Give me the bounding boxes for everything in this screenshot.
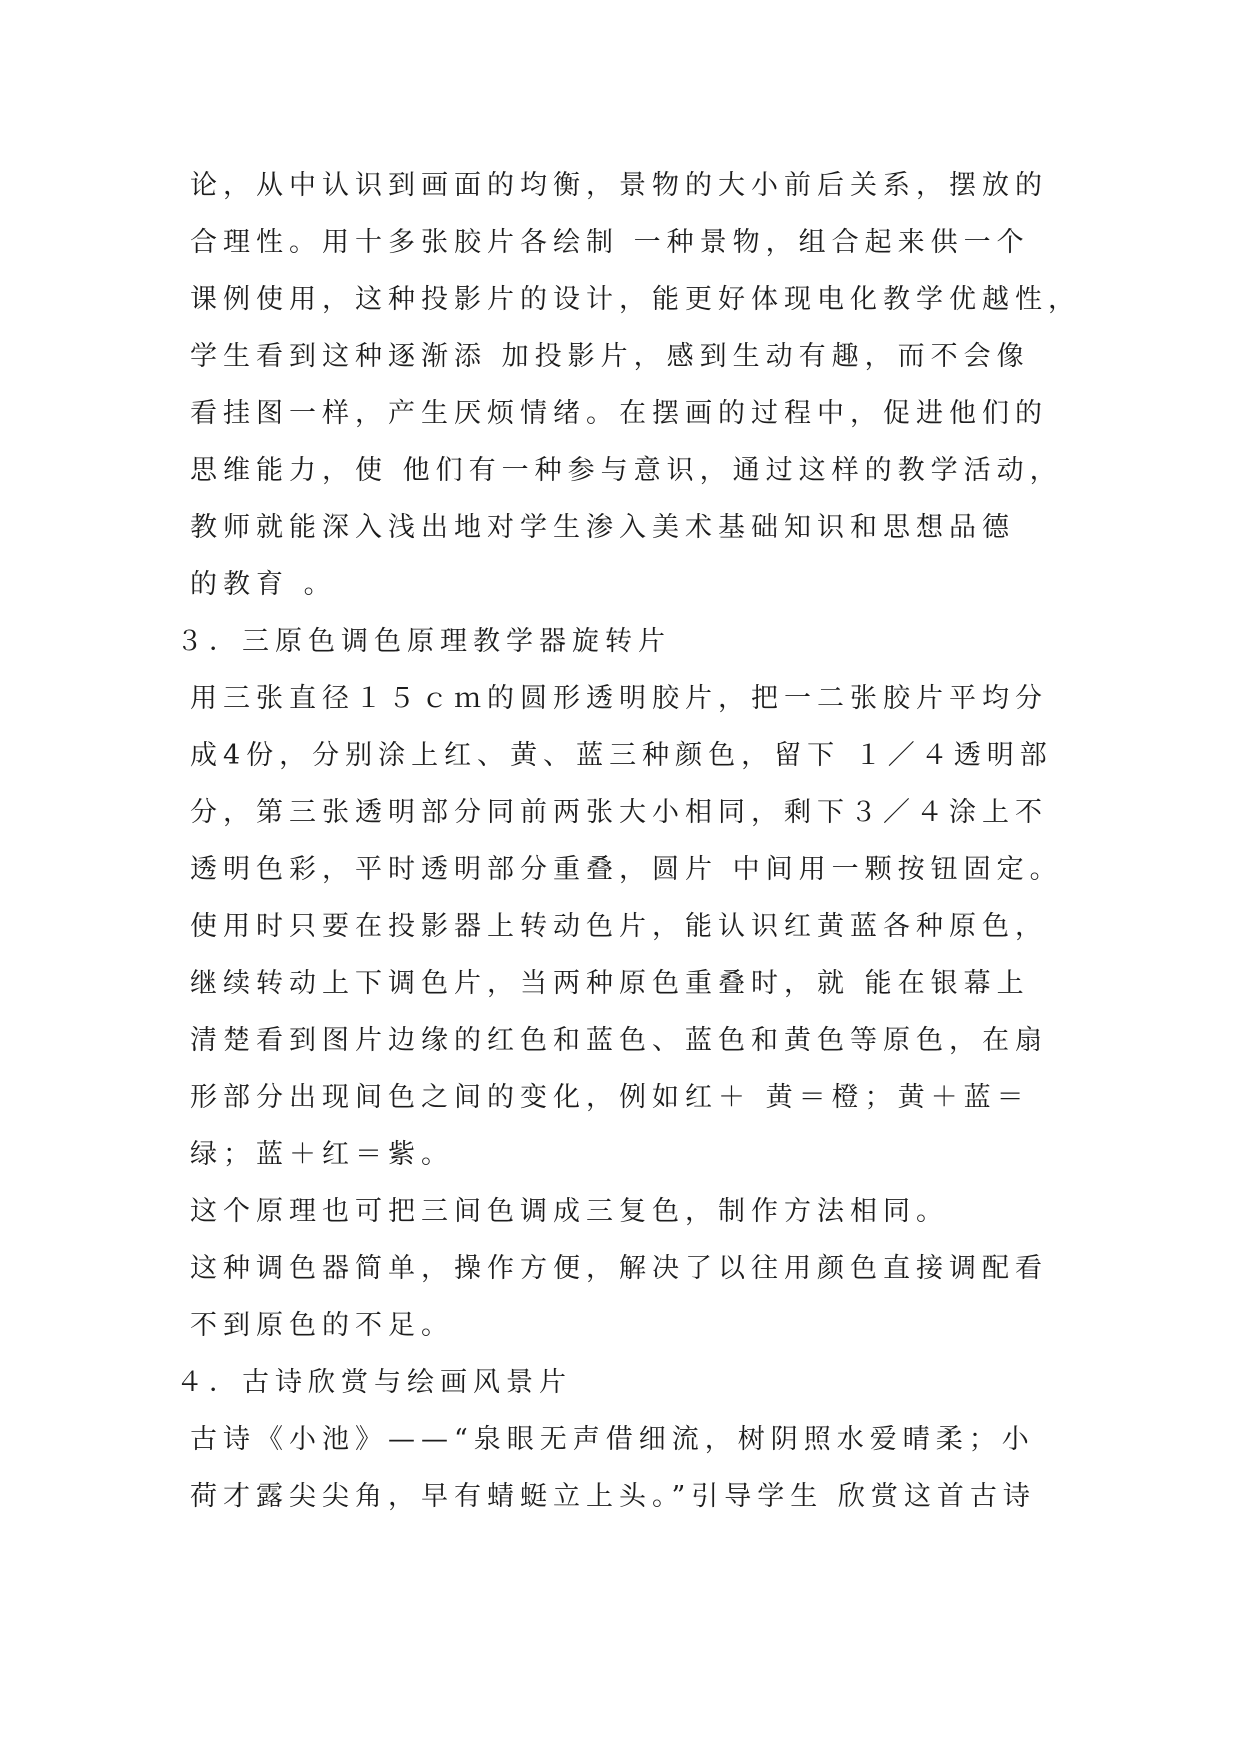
- body-text: [176, 157, 1090, 1525]
- text-line: 课例使用，这种投影片的设计，能更好体现电化教学优越性，: [190, 284, 1081, 315]
- text-line: 透明色彩，平时透明部分重叠，圆片 中间用一颗按钮固定。: [190, 854, 1063, 885]
- section-heading: ４．古诗欣赏与绘画风景片: [176, 1367, 572, 1398]
- text-line: 的教育 。: [190, 569, 337, 600]
- text-line: 成4份，分别涂上红、黄、蓝三种颜色，留下 １／４透明部: [190, 740, 1053, 771]
- text-line: 不到原色的不足。: [190, 1310, 454, 1341]
- text-line: 用三张直径１５ｃｍ的圆形透明胶片，把一二张胶片平均分: [190, 683, 1048, 714]
- text-line: 教师就能深入浅出地对学生渗入美术基础知识和思想品德: [190, 512, 1015, 543]
- text-line: 形部分出现间色之间的变化，例如红＋ 黄＝橙；黄＋蓝＝: [190, 1082, 1030, 1113]
- text-line: 古诗《小池》——“泉眼无声借细流，树阴照水爱晴柔；小: [190, 1424, 1035, 1455]
- text-line: 分，第三张透明部分同前两张大小相同，剩下３／４涂上不: [190, 797, 1048, 828]
- text-line: 这种调色器简单，操作方便，解决了以往用颜色直接调配看: [190, 1253, 1048, 1284]
- text-line: 使用时只要在投影器上转动色片，能认识红黄蓝各种原色，: [190, 911, 1048, 942]
- text-line: 学生看到这种逐渐添 加投影片，感到生动有趣，而不会像: [190, 341, 1030, 372]
- text-line: 清楚看到图片边缘的红色和蓝色、蓝色和黄色等原色，在扇: [190, 1025, 1048, 1056]
- text-line: 论，从中认识到画面的均衡，景物的大小前后关系，摆放的: [190, 170, 1048, 201]
- text-line: 荷才露尖尖角，早有蜻蜓立上头。”引导学生 欣赏这首古诗: [190, 1481, 1036, 1512]
- section-heading: ３．三原色调色原理教学器旋转片: [176, 626, 671, 657]
- text-line: 思维能力，使 他们有一种参与意识，通过这样的教学活动，: [190, 455, 1063, 486]
- text-line: 看挂图一样，产生厌烦情绪。在摆画的过程中，促进他们的: [190, 398, 1048, 429]
- text-line: 这个原理也可把三间色调成三复色，制作方法相同。: [190, 1196, 949, 1227]
- text-line: 继续转动上下调色片，当两种原色重叠时，就 能在银幕上: [190, 968, 1030, 999]
- text-line: 绿；蓝＋红＝紫。: [190, 1139, 454, 1170]
- text-line: 合理性。用十多张胶片各绘制 一种景物，组合起来供一个: [190, 227, 1030, 258]
